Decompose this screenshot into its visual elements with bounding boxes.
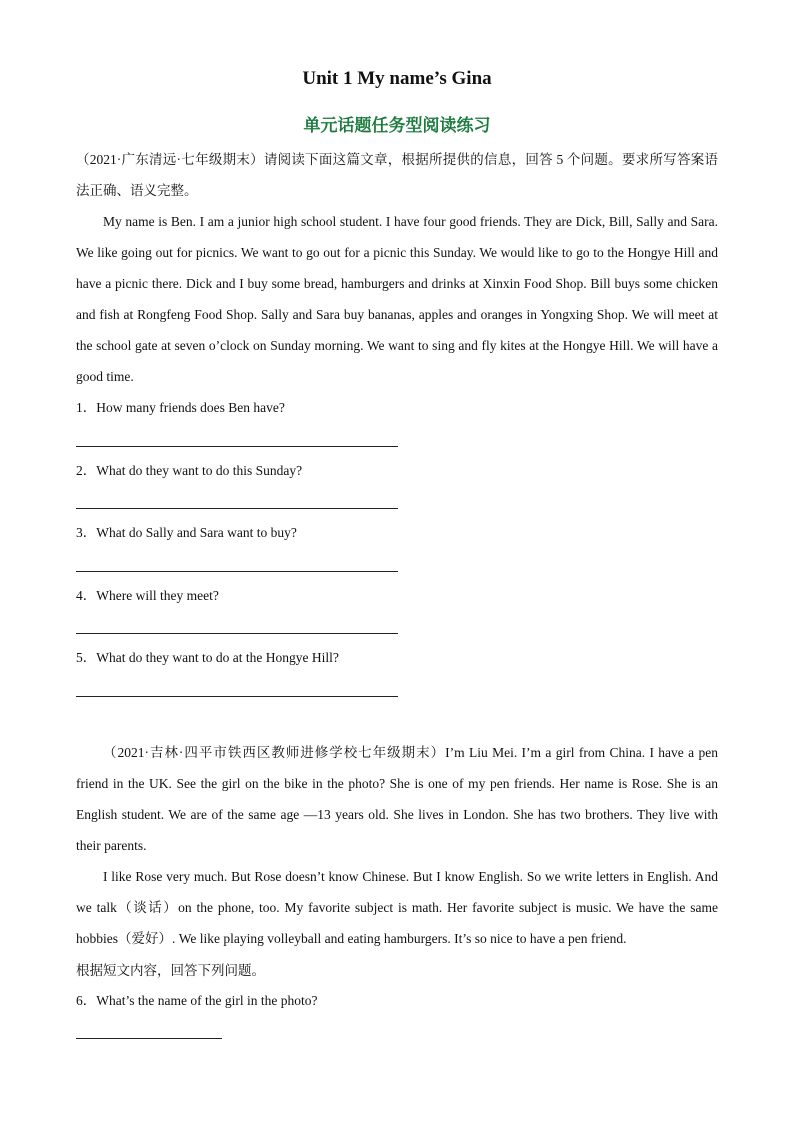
section2-instruction: 根据短文内容，回答下列问题。 xyxy=(76,963,265,978)
answer-line-6[interactable] xyxy=(76,1038,222,1039)
page-title: Unit 1 My name’s Gina xyxy=(302,68,492,89)
section2-passage-2: I like Rose very much. But Rose doesn’t know Chinese. But I know English. So we write letters in English. And we talk（谈话）on the phone, too. My favorite subject is math. Her favorite subject is music. We have the same hobbies（爱好）. We like playing volleyball and eating hamburgers. It’s so nice to have a pen friend. xyxy=(76,869,718,946)
question-4: 4．Where will they meet? xyxy=(76,588,219,603)
answer-line-4[interactable] xyxy=(76,633,398,634)
section1-passage: My name is Ben. I am a junior high school student. I have four good friends. They are Dick, Bill, Sally and Sara. We like going out for picnics. We want to go out for a picnic this Sunday. We would like to go to the Hongye Hill and have a picnic there. Dick and I buy some bread, hamburgers and drinks at Xinxin Food Shop. Bill buys some chicken and fish at Rongfeng Food Shop. Sally and Sara buy bananas, apples and oranges in Yongxing Shop. We will meet at the school gate at seven o’clock on Sunday morning. We want to sing and fly kites at the Hongye Hill. We will have a good time. xyxy=(76,214,718,384)
answer-line-5[interactable] xyxy=(76,696,398,697)
question-5: 5．What do they want to do at the Hongye Hill? xyxy=(76,650,339,665)
section1-instruction: （2021·广东清远·七年级期末）请阅读下面这篇文章，根据所提供的信息，回答 5 个问题。要求所写答案语法正确、语义完整。 xyxy=(76,152,718,198)
section2-passage-1: （2021·吉林·四平市铁西区教师进修学校七年级期末）I’m Liu Mei. I’m a girl from China. I have a pen friend in the UK. See the girl on the bike in the photo? She is one of my pen friends. Her name is Rose. She is an English student. We are of the same age —13 years old. She lives in London. She has two brothers. They live with their parents. xyxy=(76,745,718,853)
question-6: 6．What’s the name of the girl in the photo? xyxy=(76,993,318,1008)
question-1: 1．How many friends does Ben have? xyxy=(76,400,285,415)
answer-line-2[interactable] xyxy=(76,508,398,509)
question-3: 3．What do Sally and Sara want to buy? xyxy=(76,525,297,540)
answer-line-3[interactable] xyxy=(76,571,398,572)
question-2: 2．What do they want to do this Sunday? xyxy=(76,463,303,478)
answer-line-1[interactable] xyxy=(76,446,398,447)
page-subtitle: 单元话题任务型阅读练习 xyxy=(303,116,491,136)
